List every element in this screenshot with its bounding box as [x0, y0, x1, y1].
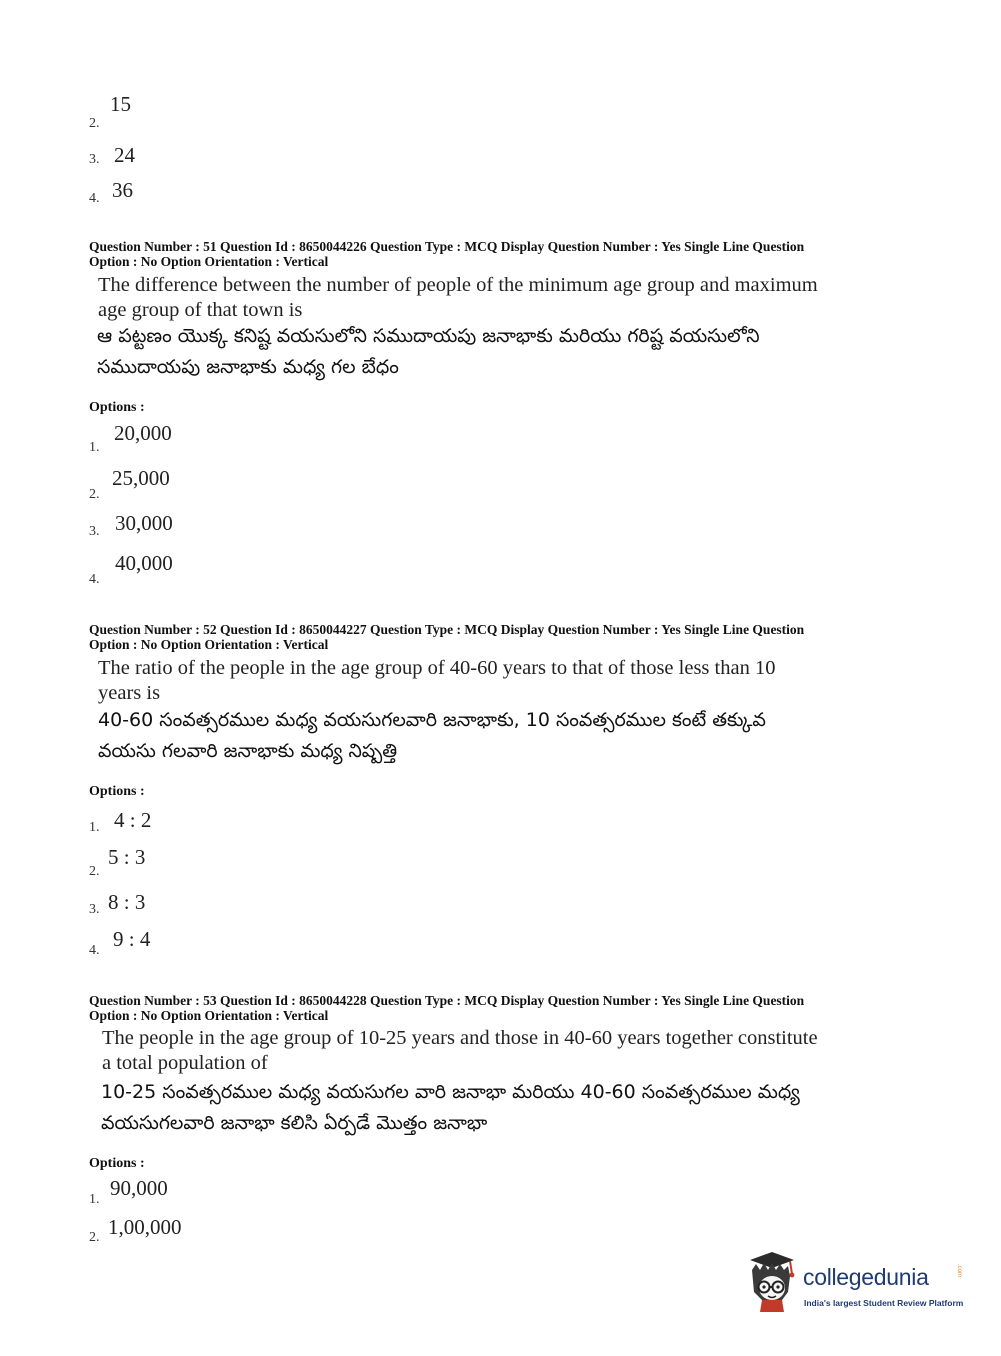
english-line-1: The ratio of the people in the age group of 40-60 years to that of those less than 10: [98, 657, 776, 679]
option-value: 4 : 2: [114, 808, 152, 832]
option-number: 4.: [89, 572, 100, 587]
option-value: 5 : 3: [108, 845, 146, 869]
option-number: 4.: [89, 191, 100, 206]
question-meta: [89, 239, 889, 269]
option-number: 3.: [89, 902, 100, 917]
telugu-line-2: వయసు గలవారి జనాభాకు మధ్య నిష్పత్తి: [98, 740, 398, 762]
collegedunia-logo: [742, 1250, 972, 1316]
options-label: Options :: [89, 400, 145, 415]
english-line-2: years is: [98, 682, 161, 704]
question-text-telugu: [98, 705, 898, 767]
option-number: 3.: [89, 152, 100, 167]
logo-tagline: India's largest Student Review Platform: [804, 1298, 964, 1308]
option-value: 30,000: [115, 511, 173, 535]
question-text-english: [98, 273, 898, 323]
option-value: 90,000: [110, 1176, 168, 1200]
telugu-line-1: 10-25 సంవత్సరముల మధ్య వయసుగల వారి జనాభా మరియు 40-60 సంవత్సరముల మధ్య: [101, 1081, 800, 1103]
meta-line-1: Question Number : 51 Question Id : 8650044226 Question Type : MCQ Display Question Number : Yes Single Line Question: [89, 239, 805, 254]
telugu-line-1: 40-60 సంవత్సరముల మధ్య వయసుగలవారి జనాభాకు, 10 సంవత్సరముల కంటే తక్కువ: [98, 709, 766, 731]
option-number: 2.: [89, 487, 100, 502]
logo-domain-suffix: .com: [956, 1264, 962, 1278]
english-line-1: The difference between the number of people of the minimum age group and maximum: [98, 274, 818, 296]
english-line-2: a total population of: [102, 1052, 268, 1074]
option-number: 2.: [89, 116, 100, 131]
option-number: 3.: [89, 524, 100, 539]
option-number: 1.: [89, 1192, 100, 1207]
question-meta: [89, 622, 889, 652]
option-value: 25,000: [112, 466, 170, 490]
logo-wordmark: collegedunia: [803, 1264, 929, 1290]
english-line-1: The people in the age group of 10-25 years and those in 40-60 years together constitute: [102, 1027, 818, 1049]
meta-line-2: Option : No Option Orientation : Vertical: [89, 637, 329, 652]
question-text-english: [98, 656, 898, 706]
telugu-line-2: సముదాయపు జనాభాకు మధ్య గల బేధం: [97, 356, 399, 378]
option-value: 1,00,000: [108, 1215, 182, 1239]
options-label: Options :: [89, 784, 145, 799]
english-line-2: age group of that town is: [98, 299, 303, 321]
option-value: 20,000: [114, 421, 172, 445]
telugu-line-2: వయసుగలవారి జనాభా కలిసి ఏర్పడే మొత్తం జనాభా: [101, 1112, 488, 1134]
mascot-icon: [742, 1250, 802, 1316]
option-number: 2.: [89, 864, 100, 879]
question-text-english: [102, 1026, 902, 1076]
options-label: Options :: [89, 1156, 145, 1171]
option-value: 8 : 3: [108, 890, 146, 914]
option-number: 1.: [89, 820, 100, 835]
option-number: 4.: [89, 943, 100, 958]
meta-line-1: Question Number : 52 Question Id : 8650044227 Question Type : MCQ Display Question Number : Yes Single Line Question: [89, 622, 805, 637]
option-number: 1.: [89, 440, 100, 455]
meta-line-2: Option : No Option Orientation : Vertical: [89, 254, 329, 269]
option-number: 2.: [89, 1230, 100, 1245]
meta-line-1: Question Number : 53 Question Id : 8650044228 Question Type : MCQ Display Question Number : Yes Single Line Question: [89, 993, 805, 1008]
option-value: 24: [114, 143, 135, 167]
telugu-line-1: ఆ పట్టణం యొక్క కనిష్ట వయసులోని సముదాయపు జనాభాకు మరియు గరిష్ట వయసులోని: [97, 325, 760, 347]
meta-line-2: Option : No Option Orientation : Vertical: [89, 1008, 329, 1023]
question-text-telugu: [101, 1077, 901, 1139]
question-text-telugu: [97, 321, 897, 383]
option-value: 36: [112, 178, 133, 202]
question-meta: [89, 993, 889, 1023]
option-value: 9 : 4: [113, 927, 151, 951]
option-value: 15: [110, 92, 131, 116]
option-value: 40,000: [115, 551, 173, 575]
